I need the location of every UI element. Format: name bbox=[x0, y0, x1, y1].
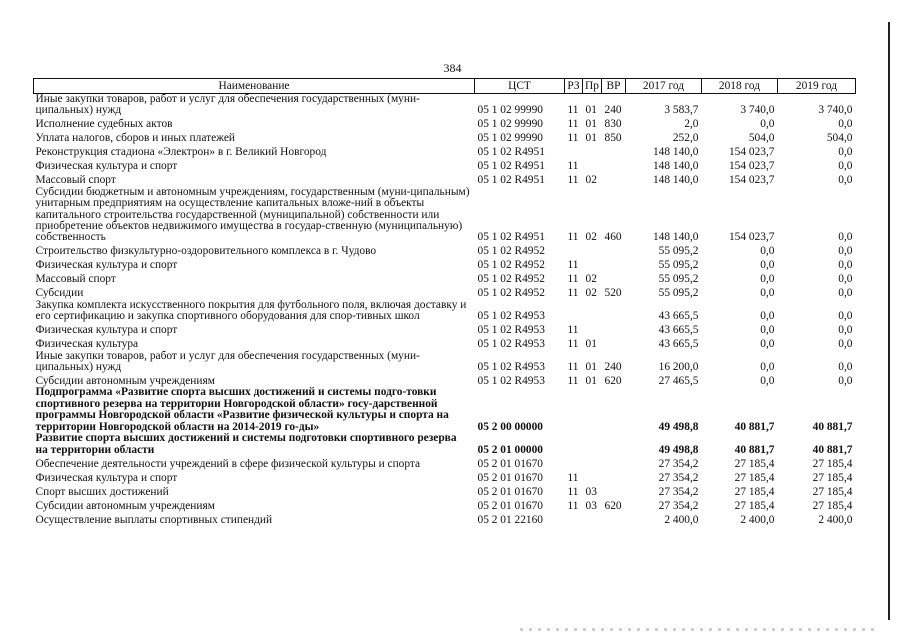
cell-2019: 0,0 bbox=[838, 361, 853, 374]
cell-cst: 05 1 02 R4953 bbox=[477, 375, 545, 388]
cell-2019: 0,0 bbox=[838, 118, 853, 131]
cell-cst: 05 2 01 01670 bbox=[477, 485, 543, 498]
cell-2018: 0,0 bbox=[760, 245, 775, 258]
cell-2017: 3 583,7 bbox=[664, 104, 699, 117]
cell-name: Физическая культура bbox=[35, 338, 139, 351]
cell-rz: 11 bbox=[567, 174, 579, 187]
cell-vr: 240 bbox=[604, 361, 622, 374]
cell-2019: 0,0 bbox=[838, 287, 853, 300]
table-row bbox=[34, 145, 856, 159]
cell-pr bbox=[583, 387, 602, 433]
cell-rz: 11 bbox=[567, 160, 579, 173]
cell-vr bbox=[602, 244, 626, 258]
cell-rz: 11 bbox=[567, 273, 579, 286]
cell-name: Осуществление выплаты спортивных стипендий bbox=[35, 513, 273, 526]
cell-2018: 0,0 bbox=[760, 273, 775, 286]
cell-2019: 3 740,0 bbox=[818, 104, 853, 117]
cell-2017: 43 665,5 bbox=[658, 338, 699, 351]
cell-2018: 0,0 bbox=[760, 310, 775, 323]
cell-pr: 02 bbox=[585, 174, 597, 187]
cell-cst: 05 1 02 R4952 bbox=[477, 287, 545, 300]
cell-pr bbox=[583, 145, 602, 159]
cell-2018: 0,0 bbox=[760, 324, 775, 337]
cell-cst: 05 1 02 R4953 bbox=[477, 361, 545, 374]
cell-2019: 27 185,4 bbox=[812, 471, 853, 484]
table-row bbox=[34, 373, 856, 387]
table-row bbox=[34, 456, 856, 470]
cell-2017: 27 354,2 bbox=[658, 457, 699, 470]
table-row bbox=[34, 244, 856, 258]
header-name: Наименование bbox=[34, 79, 475, 94]
header-vr: ВР bbox=[602, 79, 626, 94]
cell-rz bbox=[565, 244, 583, 258]
header-pr: Пр bbox=[583, 79, 602, 94]
cell-vr: 850 bbox=[604, 132, 622, 145]
cell-2019: 27 185,4 bbox=[812, 499, 853, 512]
cell-name: Субсидии bbox=[35, 287, 84, 300]
cell-cst: 05 2 00 00000 bbox=[477, 420, 543, 433]
header-2017: 2017 год bbox=[626, 79, 702, 94]
cell-pr: 02 bbox=[585, 287, 597, 300]
table-row bbox=[34, 272, 856, 286]
cell-2019: 2 400,0 bbox=[818, 513, 853, 526]
table-row bbox=[34, 351, 856, 374]
cell-2017: 148 140,0 bbox=[652, 146, 699, 159]
cell-cst: 05 1 02 R4951 bbox=[477, 174, 545, 187]
cell-rz: 11 bbox=[567, 499, 579, 512]
cell-rz: 11 bbox=[567, 338, 579, 351]
cell-cst: 05 2 01 22160 bbox=[477, 513, 543, 526]
cell-vr bbox=[602, 145, 626, 159]
cell-name: Иные закупки товаров, работ и услуг для обеспечения государственных (муни-ципальных) нужд bbox=[35, 93, 420, 117]
cell-pr: 03 bbox=[585, 499, 597, 512]
cell-2019: 0,0 bbox=[838, 338, 853, 351]
cell-rz bbox=[565, 512, 583, 526]
cell-2018: 0,0 bbox=[760, 118, 775, 131]
cell-2017: 27 354,2 bbox=[658, 499, 699, 512]
cell-2019: 0,0 bbox=[838, 375, 853, 388]
cell-vr bbox=[602, 300, 626, 323]
table-row bbox=[34, 498, 856, 512]
cell-vr bbox=[602, 159, 626, 173]
cell-2019: 0,0 bbox=[838, 174, 853, 187]
cell-rz: 11 bbox=[567, 118, 579, 131]
table-row bbox=[34, 512, 856, 526]
cell-rz: 11 bbox=[567, 361, 579, 374]
cell-vr: 620 bbox=[604, 375, 622, 388]
cell-2019: 0,0 bbox=[838, 310, 853, 323]
cell-2017: 55 095,2 bbox=[658, 287, 699, 300]
cell-name: Субсидии автономным учреждениям bbox=[35, 499, 215, 512]
cell-name: Подпрограмма «Развитие спорта высших достижений и системы подго-товки спортивного резерва на территории Новгородской области» госу-дарственной программы Новгородской области «Развитие физической культуры и спорта на территории Новгородской области на 2014-2019 го-ды» bbox=[35, 386, 449, 433]
cell-2019: 0,0 bbox=[838, 259, 853, 272]
cell-pr: 03 bbox=[585, 485, 597, 498]
table-row bbox=[34, 187, 856, 244]
cell-rz: 11 bbox=[567, 485, 579, 498]
cell-2017: 148 140,0 bbox=[652, 160, 699, 173]
cell-2019: 0,0 bbox=[838, 245, 853, 258]
cell-2018: 27 185,4 bbox=[734, 457, 775, 470]
cell-2018: 504,0 bbox=[748, 132, 775, 145]
cell-cst: 05 2 01 00000 bbox=[477, 443, 543, 456]
cell-cst: 05 1 02 R4951 bbox=[477, 160, 545, 173]
cell-2017: 55 095,2 bbox=[658, 245, 699, 258]
cell-pr: 01 bbox=[585, 361, 597, 374]
table-row bbox=[34, 387, 856, 433]
cell-pr bbox=[583, 456, 602, 470]
cell-name: Строительство физкультурно-оздоровительного комплекса в г. Чудово bbox=[35, 245, 377, 258]
cell-2018: 40 881,7 bbox=[734, 420, 775, 433]
cell-pr bbox=[583, 258, 602, 272]
page-number: 384 bbox=[443, 61, 462, 75]
cell-pr: 02 bbox=[585, 231, 597, 244]
cell-2018: 154 023,7 bbox=[728, 146, 775, 159]
table-row bbox=[34, 117, 856, 131]
cell-2018: 0,0 bbox=[760, 259, 775, 272]
cell-2018: 0,0 bbox=[760, 375, 775, 388]
cell-rz: 11 bbox=[567, 375, 579, 388]
cell-2019: 40 881,7 bbox=[812, 443, 853, 456]
cell-pr: 02 bbox=[585, 273, 597, 286]
cell-2019: 0,0 bbox=[838, 324, 853, 337]
table-row bbox=[34, 337, 856, 351]
cell-name: Исполнение судебных актов bbox=[35, 118, 173, 131]
cell-name: Реконструкция стадиона «Электрон» в г. Великий Новгород bbox=[35, 146, 327, 159]
cell-vr bbox=[602, 512, 626, 526]
cell-cst: 05 1 02 R4952 bbox=[477, 259, 545, 272]
cell-vr: 240 bbox=[604, 104, 622, 117]
cell-name: Иные закупки товаров, работ и услуг для обеспечения государственных (муни-ципальных) нужд bbox=[35, 349, 420, 374]
cell-cst: 05 1 02 R4952 bbox=[477, 273, 545, 286]
table-row bbox=[34, 173, 856, 187]
cell-pr: 01 bbox=[585, 104, 597, 117]
cell-cst: 05 1 02 R4953 bbox=[477, 324, 545, 337]
cell-2017: 43 665,5 bbox=[658, 324, 699, 337]
budget-table bbox=[33, 78, 856, 526]
cell-cst: 05 1 02 99990 bbox=[477, 132, 543, 145]
table-row bbox=[34, 300, 856, 323]
cell-name: Физическая культура и спорт bbox=[35, 259, 178, 272]
scan-edge-line bbox=[888, 22, 890, 620]
cell-vr bbox=[602, 433, 626, 456]
cell-2017: 55 095,2 bbox=[658, 259, 699, 272]
cell-name: Спорт высших достижений bbox=[35, 485, 169, 498]
table-row bbox=[34, 484, 856, 498]
cell-pr: 01 bbox=[585, 118, 597, 131]
cell-rz: 11 bbox=[567, 104, 579, 117]
cell-vr: 830 bbox=[604, 118, 622, 131]
cell-rz bbox=[565, 387, 583, 433]
cell-rz: 11 bbox=[567, 324, 579, 337]
cell-vr bbox=[602, 456, 626, 470]
cell-vr bbox=[602, 470, 626, 484]
cell-cst: 05 1 02 99990 bbox=[477, 104, 543, 117]
cell-name: Массовый спорт bbox=[35, 174, 116, 187]
header-rz: РЗ bbox=[565, 79, 583, 94]
cell-2018: 27 185,4 bbox=[734, 499, 775, 512]
cell-vr: 520 bbox=[604, 287, 622, 300]
cell-rz: 11 bbox=[567, 132, 579, 145]
cell-2018: 154 023,7 bbox=[728, 231, 775, 244]
cell-2017: 2,0 bbox=[684, 118, 699, 131]
cell-pr: 01 bbox=[585, 132, 597, 145]
cell-pr bbox=[583, 512, 602, 526]
cell-pr bbox=[583, 159, 602, 173]
cell-2019: 0,0 bbox=[838, 146, 853, 159]
cell-2018: 40 881,7 bbox=[734, 443, 775, 456]
cell-2017: 49 498,8 bbox=[658, 443, 699, 456]
table-row bbox=[34, 159, 856, 173]
cell-2019: 27 185,4 bbox=[812, 457, 853, 470]
table-row bbox=[34, 94, 856, 117]
cell-vr bbox=[602, 323, 626, 337]
cell-2018: 154 023,7 bbox=[728, 160, 775, 173]
cell-2018: 154 023,7 bbox=[728, 174, 775, 187]
cell-cst: 05 1 02 R4953 bbox=[477, 310, 545, 323]
cell-2017: 55 095,2 bbox=[658, 273, 699, 286]
cell-pr bbox=[583, 470, 602, 484]
cell-2017: 27 354,2 bbox=[658, 471, 699, 484]
cell-2019: 0,0 bbox=[838, 231, 853, 244]
table-row bbox=[34, 323, 856, 337]
cell-2017: 252,0 bbox=[672, 132, 699, 145]
cell-2018: 27 185,4 bbox=[734, 471, 775, 484]
cell-name: Субсидии автономным учреждениям bbox=[35, 375, 215, 388]
cell-2019: 0,0 bbox=[838, 160, 853, 173]
cell-cst: 05 1 02 R4951 bbox=[477, 146, 545, 159]
table-row bbox=[34, 286, 856, 300]
cell-vr bbox=[602, 337, 626, 351]
cell-2017: 27 465,5 bbox=[658, 375, 699, 388]
cell-vr bbox=[602, 484, 626, 498]
cell-2018: 0,0 bbox=[760, 361, 775, 374]
cell-vr: 620 bbox=[604, 499, 622, 512]
scan-artifact bbox=[520, 628, 880, 631]
cell-name: Массовый спорт bbox=[35, 273, 116, 286]
cell-2019: 504,0 bbox=[826, 132, 853, 145]
cell-name: Физическая культура и спорт bbox=[35, 160, 178, 173]
cell-pr bbox=[583, 244, 602, 258]
cell-name: Закупка комплекта искусственного покрытия для футбольного поля, включая доставку и его сертификацию и закупка спортивного оборудования для спор-тивных школ bbox=[35, 298, 467, 323]
cell-2019: 0,0 bbox=[838, 273, 853, 286]
table-row bbox=[34, 470, 856, 484]
cell-name: Физическая культура и спорт bbox=[35, 324, 178, 337]
cell-2018: 0,0 bbox=[760, 287, 775, 300]
table-row bbox=[34, 258, 856, 272]
header-cst: ЦСТ bbox=[475, 79, 565, 94]
cell-vr bbox=[602, 173, 626, 187]
cell-2017: 27 354,2 bbox=[658, 485, 699, 498]
cell-pr bbox=[583, 300, 602, 323]
cell-rz bbox=[565, 456, 583, 470]
cell-pr bbox=[583, 433, 602, 456]
cell-cst: 05 2 01 01670 bbox=[477, 471, 543, 484]
cell-pr: 01 bbox=[585, 375, 597, 388]
header-2019: 2019 год bbox=[778, 79, 856, 94]
cell-rz bbox=[565, 145, 583, 159]
cell-cst: 05 1 02 R4952 bbox=[477, 245, 545, 258]
cell-2018: 2 400,0 bbox=[740, 513, 775, 526]
table-row bbox=[34, 131, 856, 145]
cell-2017: 2 400,0 bbox=[664, 513, 699, 526]
cell-rz: 11 bbox=[567, 231, 579, 244]
cell-name: Обеспечение деятельности учреждений в сфере физической культуры и спорта bbox=[35, 457, 421, 470]
cell-vr bbox=[602, 258, 626, 272]
cell-cst: 05 1 02 R4951 bbox=[477, 231, 545, 244]
table-row bbox=[34, 433, 856, 456]
cell-2017: 148 140,0 bbox=[652, 174, 699, 187]
cell-cst: 05 2 01 01670 bbox=[477, 499, 543, 512]
cell-2017: 43 665,5 bbox=[658, 310, 699, 323]
table-header-row bbox=[34, 79, 856, 94]
cell-pr bbox=[583, 323, 602, 337]
cell-name: Развитие спорта высших достижений и системы подготовки спортивного резерва на территории области bbox=[35, 432, 457, 456]
cell-rz: 11 bbox=[567, 287, 579, 300]
cell-name: Физическая культура и спорт bbox=[35, 471, 178, 484]
cell-cst: 05 1 02 R4953 bbox=[477, 338, 545, 351]
cell-vr bbox=[602, 387, 626, 433]
cell-rz bbox=[565, 300, 583, 323]
cell-rz: 11 bbox=[567, 259, 579, 272]
cell-pr: 01 bbox=[585, 338, 597, 351]
cell-vr: 460 bbox=[604, 231, 622, 244]
cell-2019: 27 185,4 bbox=[812, 485, 853, 498]
cell-2017: 148 140,0 bbox=[652, 231, 699, 244]
cell-name: Уплата налогов, сборов и иных платежей bbox=[35, 132, 235, 145]
cell-rz: 11 bbox=[567, 471, 579, 484]
cell-2019: 40 881,7 bbox=[812, 420, 853, 433]
cell-vr bbox=[602, 272, 626, 286]
cell-rz bbox=[565, 433, 583, 456]
cell-2018: 27 185,4 bbox=[734, 485, 775, 498]
cell-2017: 49 498,8 bbox=[658, 420, 699, 433]
cell-2018: 3 740,0 bbox=[740, 104, 775, 117]
cell-2017: 16 200,0 bbox=[658, 361, 699, 374]
cell-cst: 05 2 01 01670 bbox=[477, 457, 543, 470]
cell-name: Субсидии бюджетным и автономным учреждениям, государственным (муни-ципальным) унитарным предприятиям на осуществление капитальных вложе-ний в объекты капитального строительства государственной (муниципальной) собственности или приобретение объектов недвижимого имущества в государ-ственную (муниципальную) собственность bbox=[35, 185, 470, 244]
header-2018: 2018 год bbox=[702, 79, 778, 94]
cell-2018: 0,0 bbox=[760, 338, 775, 351]
cell-cst: 05 1 02 99990 bbox=[477, 118, 543, 131]
